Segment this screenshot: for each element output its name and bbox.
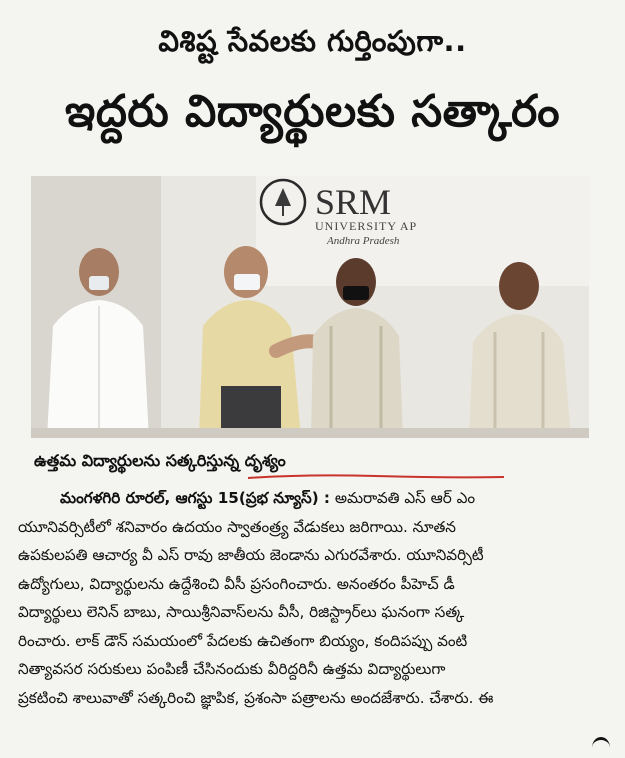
photo-caption: ఉత్తమ విద్యార్థులను సత్కరిస్తున్న దృశ్యం	[34, 451, 286, 470]
photo-illustration	[31, 176, 589, 438]
logo-line2: UNIVERSITY AP	[315, 219, 418, 233]
kicker-heading: విశిష్ట సేవలకు గుర్తింపుగా..	[158, 24, 467, 58]
article-line: రించారు. లాక్ డౌన్ సమయంలో పేదలకు ఉచితంగా బియ్యం, కందిపప్పు వంటి	[18, 631, 468, 650]
article-line	[18, 484, 618, 513]
article-line-text: అమరావతి ఎస్ ఆర్ ఎం	[330, 489, 476, 507]
logo-name: SRM	[315, 182, 392, 222]
article-line: యూనివర్సిటీలో శనివారం ఉదయం స్వాతంత్ర్య వేడుకలు జరిగాయి. నూతన	[18, 517, 456, 536]
article-line: నిత్యావసర సరుకులు పంపిణీ చేసినందుకు వీరిద్దరినీ ఉత్తమ విద్యార్థులుగా	[18, 660, 446, 678]
article-line: ఉద్యోగులు, విద్యార్థులను ఉద్దేశించి వీసీ ప్రసంగించారు. అనంతరం పీహెచ్ డీ	[18, 574, 455, 593]
article-line: ప్రకటించి శాలువాతో సత్కరించి జ్ఞాపిక, ప్రశంసా పత్రాలను అందజేశారు. చేశారు. ఈ	[18, 688, 494, 707]
article-line: ఉపకులపతి ఆచార్య వీ ఎస్ రావు జాతీయ జెండాను ఎగురవేశారు. యూనివర్సిటీ	[18, 546, 484, 564]
news-photo	[31, 176, 589, 438]
red-underline	[246, 470, 506, 484]
article-body	[18, 484, 618, 712]
article-line: విద్యార్థులు లెనిన్ బాబు, సాయిశ్రీనివాస్‌లను వీసీ, రిజిస్ట్రార్‌లు ఘనంగా సత్క	[18, 603, 465, 621]
dateline: మంగళగిరి రూరల్, ఆగస్టు 15(ప్రభ న్యూస్) :	[60, 489, 331, 507]
clipping-edge-mark	[592, 737, 610, 758]
logo-line3: Andhra Pradesh	[327, 235, 400, 247]
headline: ఇద్దరు విద్యార్థులకు సత్కారం	[65, 86, 560, 137]
